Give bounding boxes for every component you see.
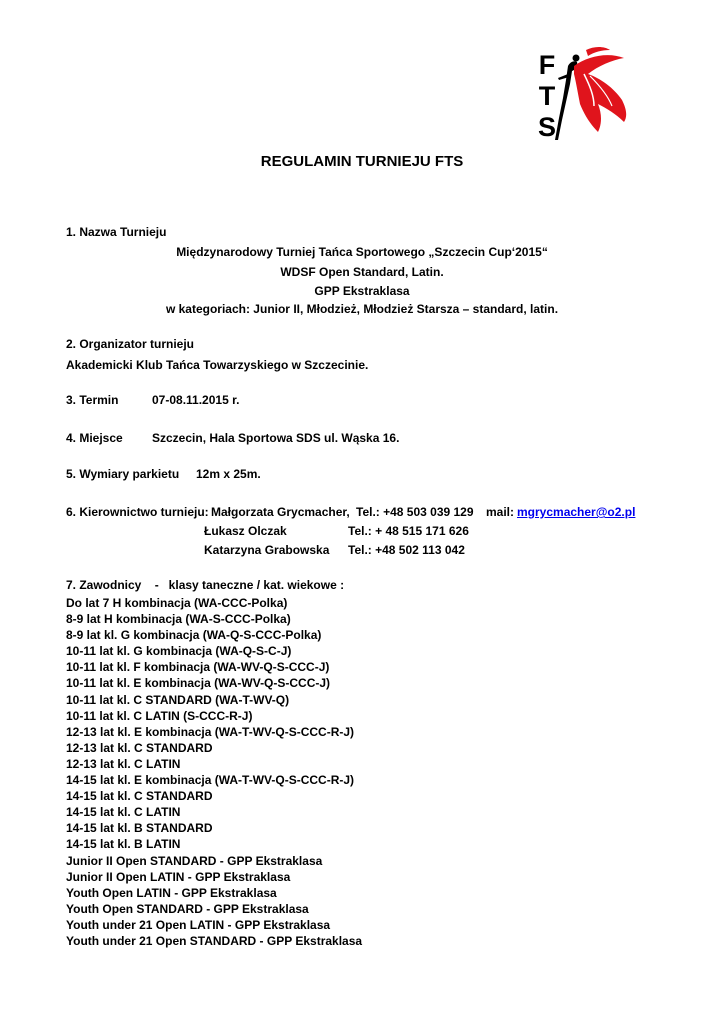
list-item: 12-13 lat kl. C STANDARD (66, 740, 213, 755)
section2-heading: 2. Organizator turnieju (66, 337, 195, 351)
list-item: 14-15 lat kl. B STANDARD (66, 821, 213, 836)
section1-line-4: w kategoriach: Junior II, Młodzież, Młodzież Starsza – standard, latin. (165, 302, 559, 316)
list-item: Youth under 21 Open LATIN - GPP Ekstraklasa (66, 917, 331, 932)
list-item: 10-11 lat kl. E kombinacja (WA-WV-Q-S-CCC-J) (66, 676, 331, 691)
contact-name-2: Łukasz Olczak (204, 524, 287, 538)
list-item: Junior II Open LATIN - GPP Ekstraklasa (66, 869, 291, 884)
floor-size-value: 12m x 25m. (196, 467, 261, 481)
contact-name-1: Małgorzata Grycmacher, (211, 505, 350, 519)
list-item: 14-15 lat kl. C LATIN (66, 805, 181, 820)
contact-phone-2: Tel.: + 48 515 171 626 (348, 524, 469, 538)
list-item: 8-9 lat kl. G kombinacja (WA-Q-S-CCC-Polka) (66, 628, 322, 643)
list-item: Youth Open STANDARD - GPP Ekstraklasa (66, 901, 309, 916)
section1-heading: 1. Nazwa Turnieju (66, 225, 167, 239)
list-item: 14-15 lat kl. E kombinacja (WA-T-WV-Q-S-CCC-R-J) (66, 773, 355, 788)
contact-name-3: Katarzyna Grabowska (204, 543, 330, 557)
contact-phone-1: Tel.: +48 503 039 129 (356, 505, 474, 519)
contact-mail-label: mail: (486, 505, 515, 519)
contact-phone-3: Tel.: +48 502 113 042 (348, 543, 465, 557)
place-label: 4. Miejsce (66, 431, 123, 445)
list-item: 8-9 lat H kombinacja (WA-S-CCC-Polka) (66, 612, 291, 627)
list-item: 14-15 lat kl. B LATIN (66, 837, 181, 852)
section1-line-2: WDSF Open Standard, Latin. (280, 265, 444, 279)
list-item: Do lat 7 H kombinacja (WA-CCC-Polka) (66, 596, 288, 610)
categories-list (66, 595, 362, 949)
page-title: REGULAMIN TURNIEJU FTS (260, 153, 464, 170)
management-label: 6. Kierownictwo turnieju: (66, 505, 209, 519)
logo-letters: F T S (537, 50, 556, 142)
list-item: 10-11 lat kl. C LATIN (S-CCC-R-J) (66, 708, 253, 723)
fts-logo (528, 44, 640, 148)
organizer-value: Akademicki Klub Tańca Towarzyskiego w Szczecinie. (66, 358, 369, 372)
list-item: 14-15 lat kl. C STANDARD (66, 789, 213, 804)
list-item: Youth under 21 Open STANDARD - GPP Ekstraklasa (66, 933, 363, 948)
term-label: 3. Termin (66, 393, 119, 407)
list-item: 10-11 lat kl. C STANDARD (WA-T-WV-Q) (66, 692, 290, 707)
term-value: 07-08.11.2015 r. (152, 393, 240, 407)
list-item: Youth Open LATIN - GPP Ekstraklasa (66, 885, 277, 900)
section1-line-1: Międzynarodowy Turniej Tańca Sportowego „Szczecin Cup‘2015“ (176, 245, 548, 259)
floor-size-label: 5. Wymiary parkietu (66, 467, 180, 481)
place-value: Szczecin, Hala Sportowa SDS ul. Wąska 16. (152, 431, 400, 445)
list-item: Junior II Open STANDARD - GPP Ekstraklasa (66, 853, 323, 868)
section1-line-3: GPP Ekstraklasa (314, 284, 410, 298)
contact-email-link[interactable]: mgrycmacher@o2.pl (517, 505, 636, 519)
list-item: 10-11 lat kl. G kombinacja (WA-Q-S-C-J) (66, 644, 292, 659)
list-item: 12-13 lat kl. C LATIN (66, 756, 181, 771)
section7-heading: 7. Zawodnicy - klasy taneczne / kat. wiekowe : (66, 578, 345, 592)
list-item: 10-11 lat kl. F kombinacja (WA-WV-Q-S-CCC-J) (66, 660, 330, 675)
list-item: 12-13 lat kl. E kombinacja (WA-T-WV-Q-S-CCC-R-J) (66, 724, 355, 739)
